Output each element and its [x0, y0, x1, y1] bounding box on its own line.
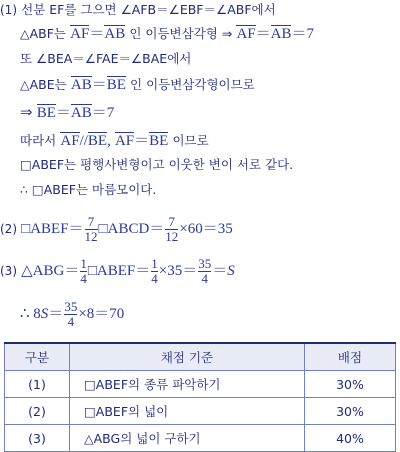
part1-line4 — [20, 75, 255, 96]
row-label: (2) — [5, 398, 70, 425]
implies-arrow: ⇒ — [20, 105, 33, 121]
variable-s: S — [40, 306, 49, 322]
line6-prefix: 따라서 — [20, 133, 57, 148]
fraction-denominator: 12 — [84, 229, 98, 244]
header-category: 구분 — [5, 343, 70, 371]
fraction-denominator: 4 — [80, 271, 87, 286]
part1-line1-text: 선분 EF를 그으면 ∠AFB＝∠EBF＝∠ABF에서 — [21, 2, 276, 17]
segment-af: AF — [70, 26, 90, 42]
table-row — [5, 425, 396, 452]
fraction-denominator: 4 — [201, 271, 208, 286]
equals-sign: ＝ — [255, 26, 271, 42]
row-criteria: □ABEF의 넓이 — [70, 398, 305, 425]
part1-line5 — [20, 103, 114, 124]
fraction-numerator: 7 — [168, 214, 176, 229]
equals-sign: ＝ — [89, 26, 105, 42]
segment-ab: AB — [270, 26, 292, 42]
part2-rhs: ×60＝35 — [179, 221, 233, 237]
part1-line6 — [20, 131, 209, 152]
scoring-table — [4, 342, 396, 452]
part3-line2 — [20, 297, 124, 332]
equals-sign: ＝ — [55, 105, 71, 121]
segment-be: BE — [87, 133, 108, 149]
part1-line1 — [0, 0, 276, 21]
segment-be: BE — [149, 133, 169, 149]
equals-sign: ＝ — [212, 263, 228, 279]
segment-be: BE — [106, 77, 126, 93]
part2-line — [0, 212, 233, 247]
equals-sign: ＝ — [91, 77, 107, 93]
header-points: 배점 — [305, 343, 396, 371]
fraction-denominator: 4 — [67, 314, 75, 329]
fraction — [165, 215, 178, 244]
segment-ab: AB — [104, 26, 126, 42]
part3-label: (3) — [0, 264, 17, 278]
line6-text: 이므로 — [172, 133, 209, 148]
table-header-row — [5, 343, 396, 371]
part1-line2 — [20, 24, 314, 45]
segment-af: AF — [236, 26, 256, 42]
fraction — [151, 257, 158, 286]
line8-text: ∴ □ABEF는 마름모이다. — [20, 182, 157, 197]
part3-result: ×8＝70 — [78, 306, 125, 322]
part3-line1 — [0, 254, 235, 289]
segment-ab: AB — [70, 105, 92, 121]
variable-s: S — [227, 263, 235, 279]
line2-text: 인 이등변삼각형 ⇒ — [129, 26, 233, 41]
equals-sign: ＝ — [134, 133, 150, 149]
part2-mid: □ABCD＝ — [98, 221, 165, 237]
comma: , — [107, 133, 111, 149]
row-criteria: △ABG의 넓이 구하기 — [70, 425, 305, 452]
row-label: (3) — [5, 425, 70, 452]
therefore-prefix: ∴ 8 — [20, 306, 41, 322]
parallel-sign: // — [79, 133, 88, 149]
part3-lhs: △ABG＝ — [21, 263, 80, 279]
fraction-denominator: 4 — [151, 271, 158, 286]
part2-label: (2) — [0, 222, 17, 236]
segment-af: AF — [60, 133, 80, 149]
row-points: 30% — [305, 371, 396, 398]
line2-prefix: △ABF는 — [20, 26, 67, 41]
fraction-numerator: 35 — [198, 256, 212, 271]
line3-text: 또 ∠BEA＝∠FAE＝∠BAE에서 — [20, 51, 192, 66]
part2-lhs: □ABEF＝ — [21, 221, 84, 237]
table-row — [5, 371, 396, 398]
header-criteria: 채점 기준 — [70, 343, 305, 371]
part3-mid2: ×35＝ — [158, 263, 198, 279]
fraction — [80, 257, 87, 286]
part1-line3 — [20, 49, 191, 70]
segment-af: AF — [114, 133, 135, 149]
row-label: (1) — [5, 371, 70, 398]
line4-text: 인 이등변삼각형이므로 — [130, 77, 255, 92]
value: ＝7 — [91, 105, 115, 121]
table-row — [5, 398, 396, 425]
part1-label: (1) — [0, 3, 17, 17]
fraction — [198, 257, 211, 286]
fraction-numerator: 7 — [87, 214, 95, 229]
fraction — [85, 215, 98, 244]
row-points: 30% — [305, 398, 396, 425]
line7-text: □ABEF는 평행사변형이고 이웃한 변이 서로 같다. — [20, 157, 294, 172]
segment-be: BE — [36, 105, 56, 121]
row-criteria: □ABEF의 종류 파악하기 — [70, 371, 305, 398]
segment-ab: AB — [70, 77, 92, 93]
fraction-numerator: 1 — [80, 256, 87, 271]
row-points: 40% — [305, 425, 396, 452]
fraction-numerator: 1 — [151, 256, 158, 271]
part1-line7 — [20, 155, 293, 176]
fraction — [64, 300, 77, 329]
value: ＝7 — [291, 26, 314, 42]
line4-prefix: △ABE는 — [20, 77, 67, 92]
fraction-numerator: 35 — [64, 299, 78, 314]
part3-mid: □ABEF＝ — [87, 263, 151, 279]
fraction-denominator: 12 — [165, 229, 179, 244]
part1-line8 — [20, 180, 156, 201]
equals-sign: ＝ — [48, 306, 64, 322]
